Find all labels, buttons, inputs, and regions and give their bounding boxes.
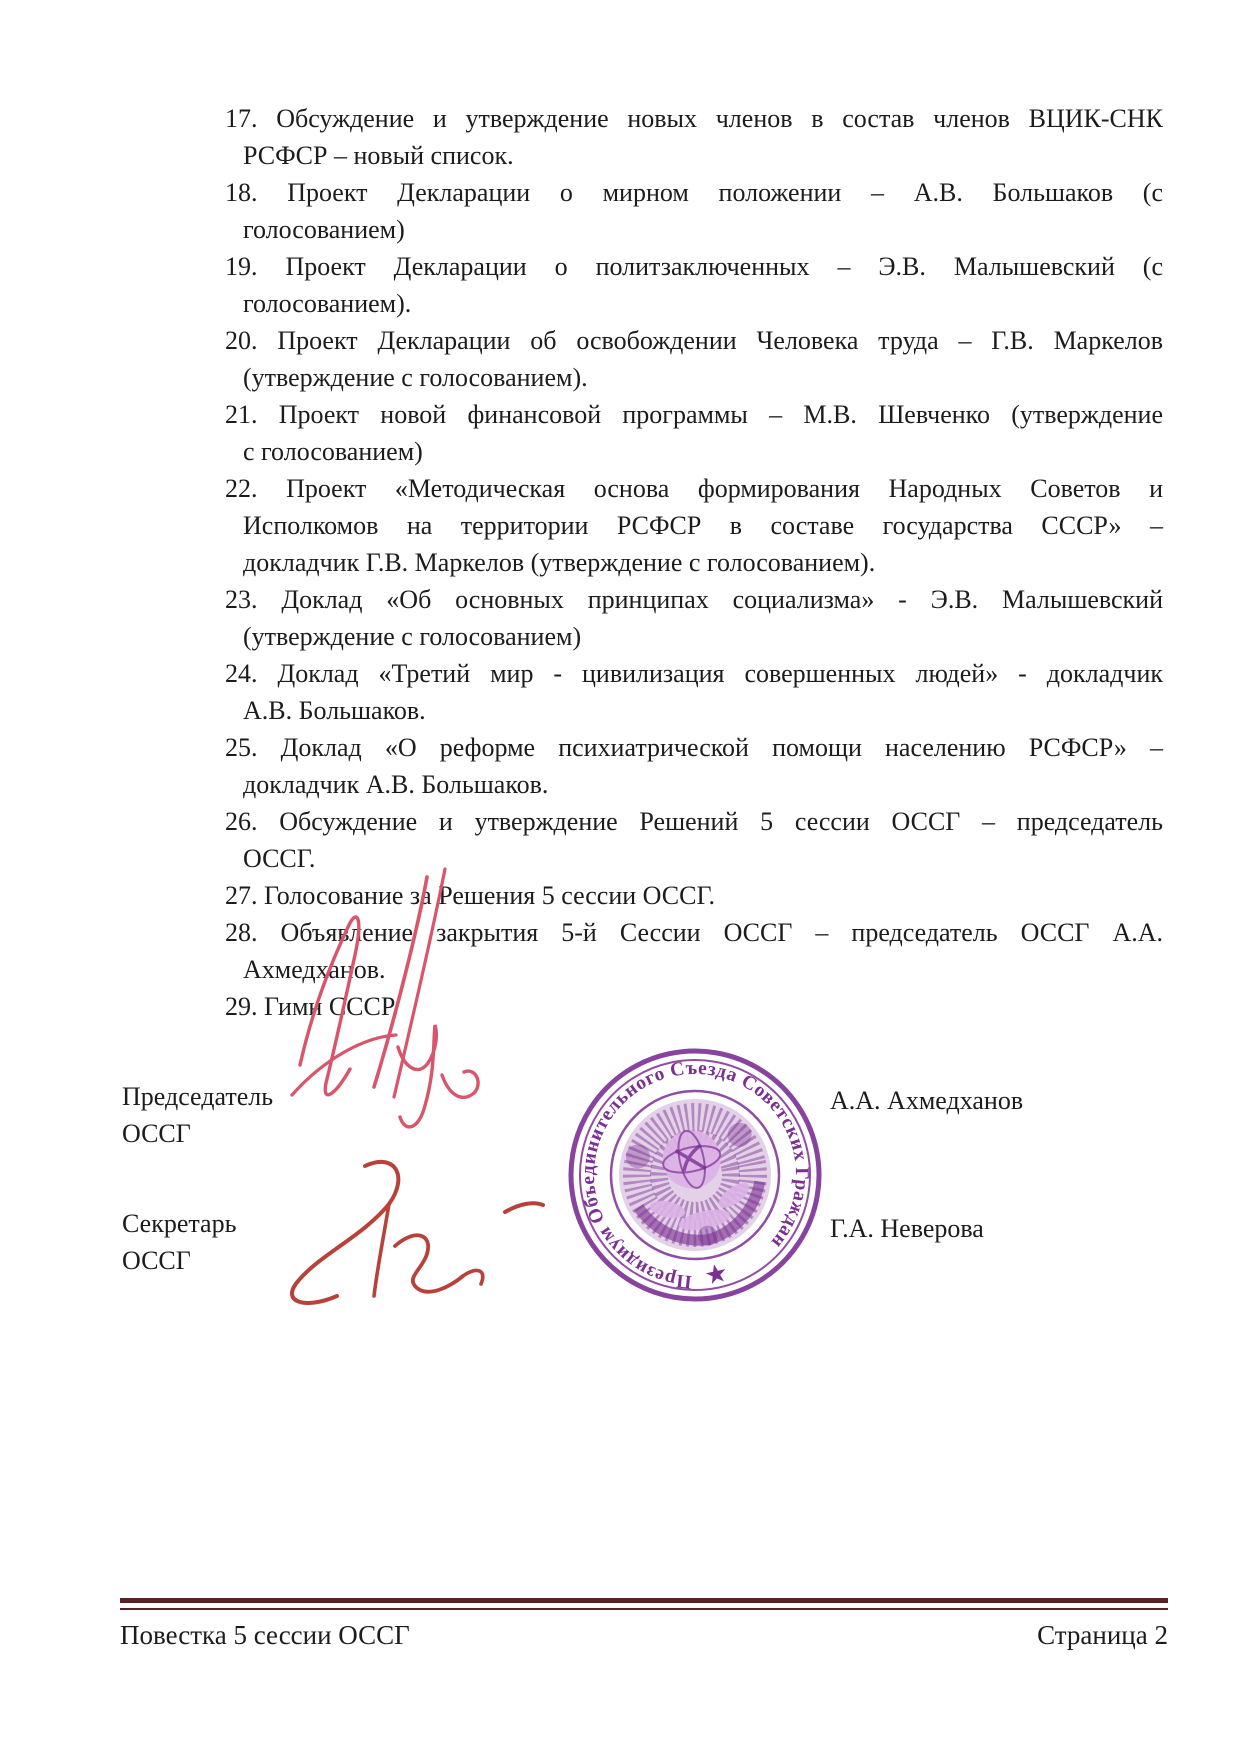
agenda-item-20: [225, 322, 1163, 396]
secretary-name: Г.А. Неверова: [830, 1214, 984, 1243]
agenda-item-18: [225, 174, 1163, 248]
footer-rule-thin: [120, 1608, 1168, 1610]
item-line: [225, 100, 1163, 137]
item-text: Доклад «Третий мир - цивилизация совершенных людей» - докладчик: [277, 659, 1164, 688]
agenda-item-22: [225, 470, 1163, 581]
item-line: [225, 470, 1163, 507]
president-signature: [272, 865, 502, 1170]
item-line: [225, 174, 1163, 211]
item-number: 27.: [225, 881, 258, 910]
footer-rule-thick: [120, 1598, 1168, 1603]
item-line: (утверждение с голосованием).: [243, 363, 588, 392]
item-line: [225, 581, 1163, 618]
item-number: 23.: [225, 585, 258, 614]
agenda-item-25: [225, 729, 1163, 803]
role-line: ОССГ: [122, 1246, 191, 1275]
item-number: 29.: [225, 992, 258, 1021]
item-line: голосованием).: [243, 289, 412, 318]
secretary-signature: [243, 1148, 553, 1318]
item-line: докладчик А.В. Большаков.: [243, 770, 549, 799]
item-text: Доклад «О реформе психиатрической помощи населению РСФСР» –: [280, 733, 1163, 762]
item-number: 22.: [225, 474, 258, 503]
agenda-item-17: [225, 100, 1163, 174]
footer-page-number: Страница 2: [1037, 1620, 1168, 1650]
agenda-item-24: [225, 655, 1163, 729]
item-text: Голосование за Решения 5 сессии ОССГ.: [264, 881, 716, 910]
item-line: с голосованием): [243, 437, 423, 466]
item-text: Обсуждение и утверждение Решений 5 сессии ОССГ – председатель: [279, 807, 1164, 836]
item-number: 18.: [225, 178, 258, 207]
item-line: А.В. Большаков.: [243, 696, 426, 725]
item-number: 20.: [225, 326, 258, 355]
item-line: ОССГ.: [243, 844, 316, 873]
item-line: (утверждение с голосованием): [243, 622, 582, 651]
item-line: [225, 322, 1163, 359]
item-line: [225, 396, 1163, 433]
item-line: [225, 729, 1163, 766]
item-line: РСФСР – новый список.: [243, 141, 514, 170]
item-text: Проект Декларации о политзаключенных – Э.В. Малышевский (с: [285, 252, 1163, 281]
item-line: [225, 803, 1163, 840]
item-number: 28.: [225, 918, 258, 947]
item-number: 25.: [225, 733, 258, 762]
secretary-role-label: [122, 1205, 236, 1279]
seal-star-icon: ★: [701, 1257, 731, 1291]
role-line: Секретарь: [122, 1209, 237, 1238]
item-number: 19.: [225, 252, 258, 281]
item-number: 17.: [225, 104, 258, 133]
item-text: Гимн СССР.: [264, 992, 399, 1021]
item-line: Ахмедханов.: [243, 955, 386, 984]
role-line: ОССГ: [122, 1119, 191, 1148]
president-name: А.А. Ахмедханов: [830, 1086, 1024, 1115]
item-line: [225, 248, 1163, 285]
item-number: 24.: [225, 659, 258, 688]
item-number: 21.: [225, 400, 258, 429]
item-text: Обсуждение и утверждение новых членов в состав членов ВЦИК-СНК: [276, 104, 1164, 133]
item-line: [225, 655, 1163, 692]
item-text: Объявление закрытия 5-й Сессии ОССГ – председатель ОССГ А.А.: [280, 918, 1164, 947]
seal-emblem-icon: [605, 1085, 785, 1265]
agenda-item-19: [225, 248, 1163, 322]
president-role-label: [122, 1078, 273, 1152]
item-line: Исполкомов на территории РСФСР в составе государства СССР» –: [243, 511, 1163, 540]
item-text: Доклад «Об основных принципах социализма» - Э.В. Малышевский: [281, 585, 1164, 614]
footer-document-title: Повестка 5 сессии ОССГ: [120, 1620, 410, 1650]
agenda-item-21: [225, 396, 1163, 470]
agenda-item-23: [225, 581, 1163, 655]
official-seal: [556, 1036, 834, 1314]
seal-circular-text: Президиум Объединительного Съезда Советских Граждан: [577, 1057, 813, 1293]
item-text: Проект Декларации об освобождении Человека труда – Г.В. Маркелов: [277, 326, 1163, 355]
item-text: Проект Декларации о мирном положении – А.В. Большаков (с: [287, 178, 1164, 207]
item-number: 26.: [225, 807, 258, 836]
item-text: Проект «Методическая основа формирования Народных Советов и: [286, 474, 1164, 503]
item-line: докладчик Г.В. Маркелов (утверждение с голосованием).: [243, 548, 876, 577]
item-line: голосованием): [243, 215, 405, 244]
role-line: Председатель: [122, 1082, 274, 1111]
item-text: Проект новой финансовой программы – М.В. Шевченко (утверждение: [278, 400, 1164, 429]
footer: [120, 1618, 1168, 1652]
